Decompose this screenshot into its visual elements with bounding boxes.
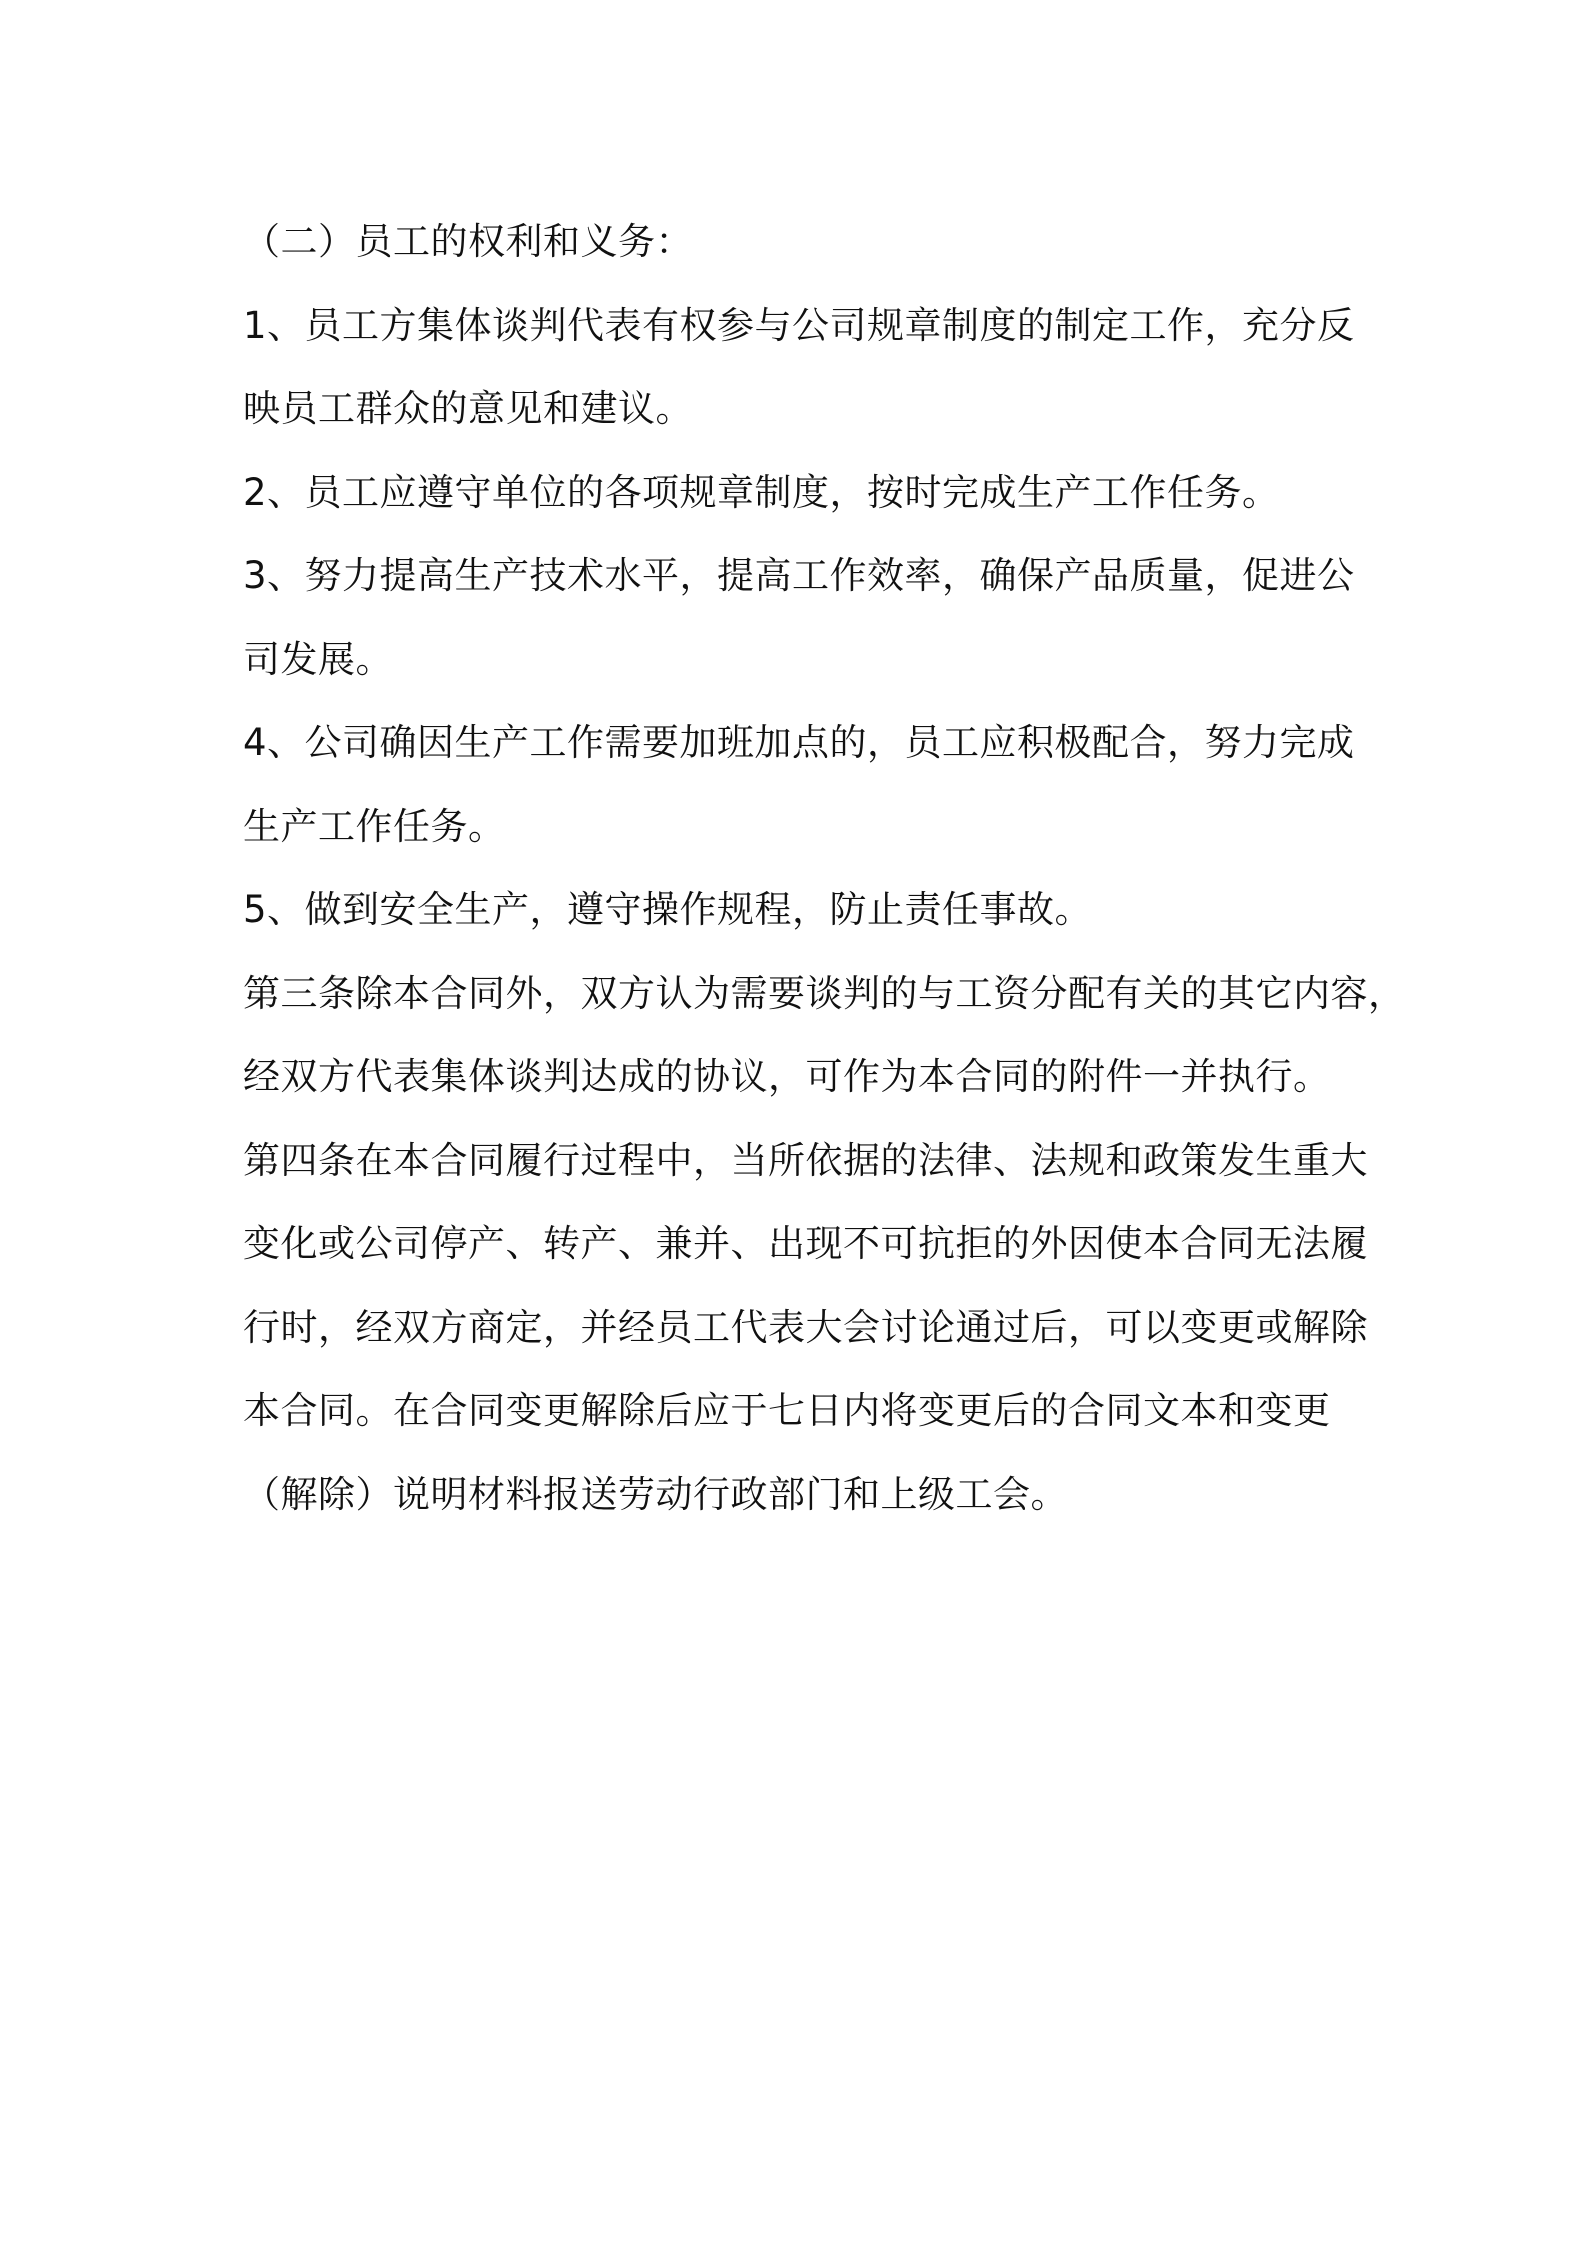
text-line: 变化或公司停产、转产、兼并、出现不可抗拒的外因使本合同无法履 — [243, 1222, 1368, 1265]
text-line: 行时，经双方商定，并经员工代表大会讨论通过后，可以变更或解除 — [243, 1305, 1368, 1349]
text-line: 司发展。 — [243, 637, 393, 681]
text-line: （解除）说明材料报送劳动行政部门和上级工会。 — [243, 1472, 1068, 1516]
document-body — [243, 200, 1406, 1536]
text-line: 第三条除本合同外，双方认为需要谈判的与工资分配有关的其它内容， — [243, 971, 1406, 1015]
section-heading: （二）员工的权利和义务： — [243, 220, 693, 263]
text-line: 3、努力提高生产技术水平，提高工作效率，确保产品质量，促进公 — [243, 554, 1355, 597]
text-line: 生产工作任务。 — [243, 804, 506, 848]
text-line: 2、员工应遵守单位的各项规章制度，按时完成生产工作任务。 — [243, 470, 1280, 514]
text-line: 1、员工方集体谈判代表有权参与公司规章制度的制定工作，充分反 — [243, 303, 1355, 347]
text-line: 映员工群众的意见和建议。 — [243, 387, 693, 430]
text-line: 本合同。在合同变更解除后应于七日内将变更后的合同文本和变更 — [243, 1389, 1331, 1432]
text-line: 4、公司确因生产工作需要加班加点的，员工应积极配合，努力完成 — [243, 721, 1355, 764]
text-line: 经双方代表集体谈判达成的协议，可作为本合同的附件一并执行。 — [243, 1055, 1331, 1098]
text-line: 第四条在本合同履行过程中，当所依据的法律、法规和政策发生重大 — [243, 1138, 1368, 1182]
text-line: 5、做到安全生产，遵守操作规程，防止责任事故。 — [243, 888, 1093, 931]
